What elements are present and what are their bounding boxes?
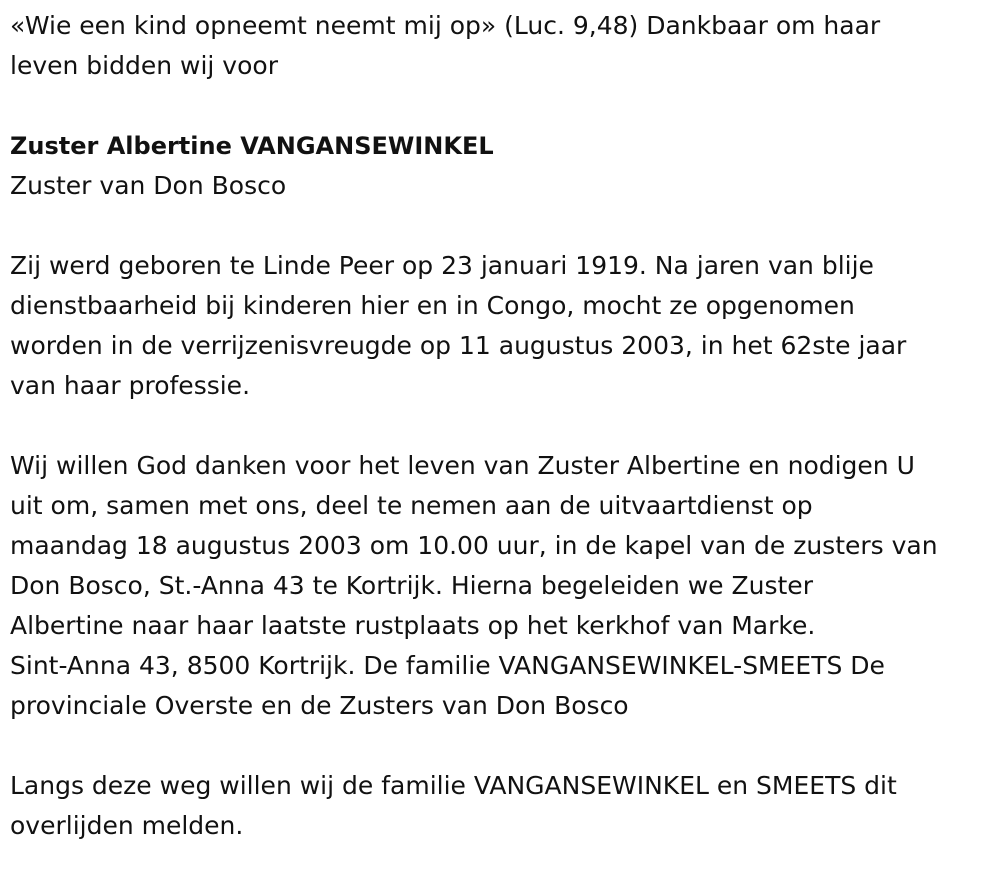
funeral-line: provinciale Overste en de Zusters van Don Bosco — [10, 691, 629, 720]
funeral-line: Don Bosco, St.-Anna 43 te Kortrijk. Hierna begeleiden we Zuster — [10, 571, 813, 600]
biography-paragraph — [10, 246, 990, 406]
paragraph-spacer — [10, 86, 990, 126]
paragraph-spacer — [10, 406, 990, 446]
closing-paragraph — [10, 766, 990, 846]
closing-line: Langs deze weg willen wij de familie VANGANSEWINKEL en SMEETS dit — [10, 771, 897, 800]
quote-line: «Wie een kind opneemt neemt mij op» (Luc. 9,48) Dankbaar om haar — [10, 11, 881, 40]
closing-line: overlijden melden. — [10, 811, 244, 840]
funeral-paragraph — [10, 446, 990, 726]
biography-line: dienstbaarheid bij kinderen hier en in Congo, mocht ze opgenomen — [10, 291, 855, 320]
funeral-line: maandag 18 augustus 2003 om 10.00 uur, in de kapel van de zusters van — [10, 531, 938, 560]
funeral-line: Wij willen God danken voor het leven van Zuster Albertine en nodigen U — [10, 451, 915, 480]
biography-line: van haar professie. — [10, 371, 251, 400]
funeral-line: Albertine naar haar laatste rustplaats op het kerkhof van Marke. — [10, 611, 816, 640]
paragraph-spacer — [10, 726, 990, 766]
biography-line: worden in de verrijzenisvreugde op 11 augustus 2003, in het 62ste jaar — [10, 331, 907, 360]
funeral-line: Sint-Anna 43, 8500 Kortrijk. De familie VANGANSEWINKEL-SMEETS De — [10, 651, 885, 680]
deceased-name: Zuster Albertine VANGANSEWINKEL — [10, 132, 494, 160]
funeral-line: uit om, samen met ons, deel te nemen aan de uitvaartdienst op — [10, 491, 813, 520]
paragraph-spacer — [10, 206, 990, 246]
biography-line: Zij werd geboren te Linde Peer op 23 januari 1919. Na jaren van blije — [10, 251, 874, 280]
quote-paragraph — [10, 6, 990, 86]
quote-line: leven bidden wij voor — [10, 51, 278, 80]
congregation-label: Zuster van Don Bosco — [10, 171, 287, 200]
